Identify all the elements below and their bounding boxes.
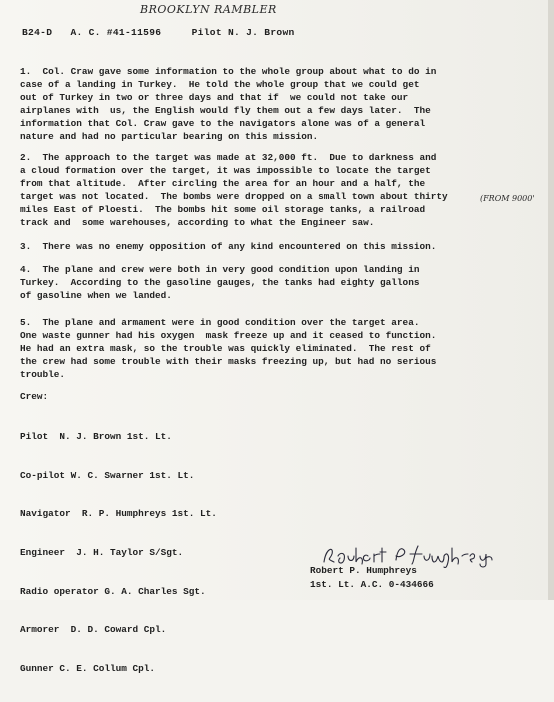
crew-member: Radio operator G. A. Charles Sgt. [20,585,206,597]
crew-member: Co-pilot W. C. Swarner 1st. Lt. [20,469,195,481]
paragraph-5: 5. The plane and armament were in good condition over the target area. One waste gunner had his oxygen mask freeze up and it ceased to function. He had an extra mask, so the trouble was quickly eliminated. The rest of the crew had some trouble with their masks freezing up, but had no serious trouble. [20,317,437,380]
paragraph-2: 2. The approach to the target was made at 32,000 ft. Due to darkness and a cloud formation over the target, it was impossible to locate the target from that altitude. After circling the area for an hour and a half, the target was not located. The bombs were dropped on a small town about thirty miles East of Ploesti. The bombs hit some oil storage tanks, a railroad track and some warehouses, according to what the Engineer saw. [20,152,448,228]
handwritten-margin-note: (FROM 9000' [480,194,535,203]
crew-member: Pilot N. J. Brown 1st. Lt. [20,430,172,442]
page-edge [548,0,554,600]
crew-list [20,405,217,702]
crew-member: Armorer D. D. Coward Cpl. [20,624,167,636]
crew-member: Gunner C. E. Collum Cpl. [20,663,156,675]
crew-heading: Crew: [20,391,49,402]
signature-rank: 1st. Lt. A.C. 0-434666 [310,579,434,590]
paragraph-1: 1. Col. Craw gave some information to the whole group about what to do in case of a landing in Turkey. He told the whole group that we could get out of Turkey in two or three days and that if we could not take our airplanes with us, the English would fly them out a few days later. The information that Col. Craw gave to the navigators alone was of a general nature and had no particular bearing on this mission. [20,66,437,142]
crew-member: Navigator R. P. Humphreys 1st. Lt. [20,508,217,520]
crew-member: Engineer J. H. Taylor S/Sgt. [20,546,184,558]
paragraph-3: 3. There was no enemy opposition of any kind encountered on this mission. [20,241,437,252]
signature-typed-name: Robert P. Humphreys [310,565,417,576]
paragraph-4: 4. The plane and crew were both in very good condition upon landing in Turkey. According to the gasoline gauges, the tanks had eighty gallons of gasoline when we landed. [20,264,420,301]
report-header: B24-D A. C. #41-11596 Pilot N. J. Brown [22,27,295,38]
handwritten-aircraft-name: BROOKLYN RAMBLER [140,3,277,16]
